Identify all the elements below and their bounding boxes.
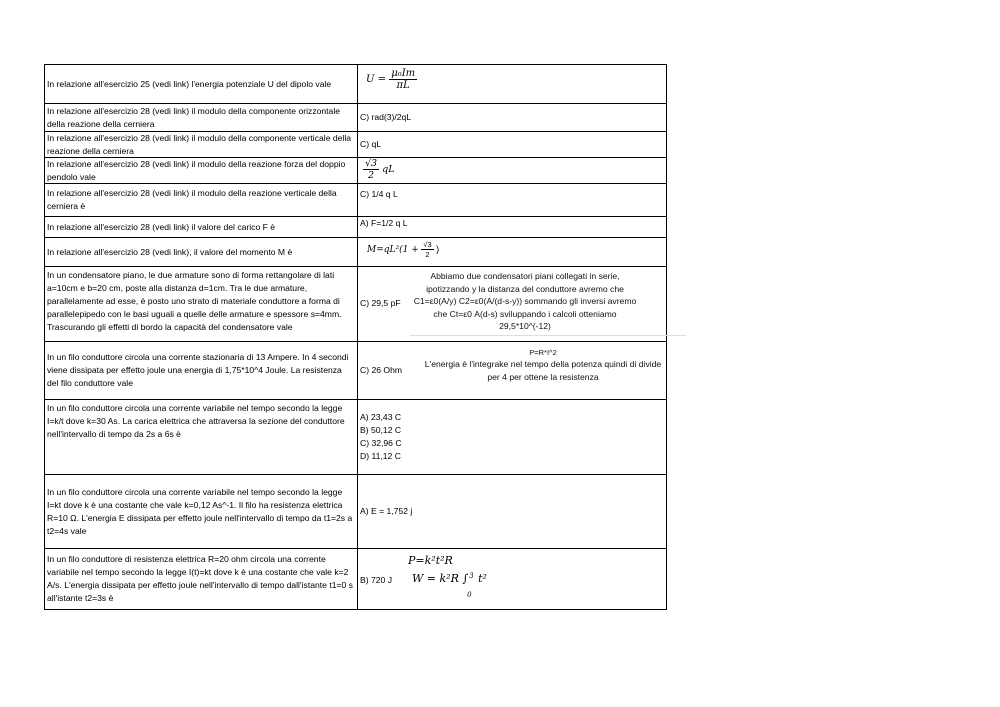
question-cell: In un filo conduttore di resistenza elettrica R=20 ohm circola una corrente variabile nel tempo secondo la legge I(t)=kt dove k è una costante che vale k=2 A/s. L'energia dissipata per effetto joule nell'intervallo di tempo dall'istante t1=0 s all'istante t2=3s è [45, 549, 358, 609]
question-cell: In un filo conduttore circola una corrente variabile nel tempo secondo la legge I=k/t dove k=30 As. La carica elettrica che attraversa la sezione del conduttore nell'intervallo di tempo da 2s a 6s è [45, 400, 358, 474]
question-cell: In relazione all'esercizio 28 (vedi link) il modulo della reazione verticale della cerniera è [45, 184, 358, 216]
answer-cell [358, 158, 666, 183]
table-row [45, 157, 666, 183]
note-formula: P=R*I^2 [529, 348, 557, 357]
table-row [45, 399, 666, 474]
answer-text: C) 1/4 q L [360, 189, 398, 199]
question-cell: In un filo conduttore circola una corrente variabile nel tempo secondo la legge I=kt dove k è una costante che vale k=0,12 As^-1. Il filo ha resistenza elettrica R=10 Ω. L'energia E dissipata per effetto joule nell'intervallo di tempo da t1=2s a t2=4s vale [45, 475, 358, 548]
table-row [45, 266, 666, 341]
explanation-note: Abbiamo due condensatori piani collegati in serie, ipotizzando y la distanza del conduttore avremo che C1=ε0(A/y) C2=ε0(A/(d-s-y)) sommando gli inversi avremo che Ct=ε0 A(d-s) sviluppando i calcoli otteniamo 29,5*10^(-12) [413, 271, 637, 331]
question-cell: In relazione all'esercizio 28 (vedi link) il modulo della reazione forza del doppio pendolo vale [45, 158, 358, 183]
power-formula: P=k²t²R [408, 554, 453, 567]
answer-table [44, 64, 667, 610]
answer-text: C) 29,5 pF [360, 298, 401, 308]
answer-text: A) F=1/2 q L [360, 218, 408, 228]
question-cell: In un condensatore piano, le due armature sono di forma rettangolare di lati a=10cm e b=20 cm, poste alla distanza d=1cm. Tra le due armature, parallelamente ad esse, è posto uno strato di materiale conduttore a forma di parallelepipedo con le basi uguali a quelle delle armature e spessore s=4mm. Trascurando gli effetti di bordo la capacità del condensatore vale [45, 267, 358, 341]
table-row [45, 103, 666, 131]
table-row [45, 131, 666, 157]
table-row [45, 474, 666, 548]
answer-text: C) qL [360, 139, 382, 149]
answer-cell [358, 267, 666, 341]
table-row [45, 237, 666, 266]
answer-cell [358, 549, 666, 609]
answer-cell [358, 342, 666, 399]
answer-cell [358, 238, 666, 266]
question-cell: In relazione all'esercizio 28 (vedi link) il modulo della componente verticale della reazione della cerniera [45, 132, 358, 157]
explanation-note: L'energia è l'integrake nel tempo della potenza quindi di divide per 4 per ottene la resistenza [424, 359, 662, 382]
answer-cell [358, 184, 666, 216]
answer-cell [358, 65, 666, 103]
table-row [45, 341, 666, 399]
answer-cell [358, 217, 666, 237]
question-cell: In un filo conduttore circola una corrente stazionaria di 13 Ampere. In 4 secondi viene dissipata per effetto joule una energia di 1,75*10^4 Joule. La resistenza del filo conduttore vale [45, 342, 358, 399]
answer-cell [358, 400, 666, 474]
question-cell: In relazione all'esercizio 28 (vedi link) il valore del carico F è [45, 217, 358, 237]
table-row [45, 548, 666, 609]
note-divider [410, 335, 686, 336]
answer-text: C) rad(3)/2qL [360, 112, 412, 122]
question-cell: In relazione all'esercizio 28 (vedi link) il modulo della componente orizzontale della reazione della cerniera [45, 104, 358, 131]
answer-formula: U = $\frac{\text{μ₀Im}}{\pi L}$ [366, 68, 416, 91]
answer-text: B) 720 J [360, 575, 393, 585]
answer-text: A) E = 1,752 j [360, 506, 413, 516]
answer-text: A) 23,43 C B) 50,12 C C) 32,96 C D) 11,12 C [360, 412, 402, 461]
question-cell: In relazione all'esercizio 28 (vedi link), il valore del momento M è [45, 238, 358, 266]
table-row [45, 183, 666, 216]
answer-formula: $\frac{√3}{2}$ qL [365, 158, 395, 181]
answer-formula: M=qL²(1 + $\frac{√3}{2}$ ) [367, 240, 440, 259]
table-row [45, 216, 666, 237]
answer-cell [358, 104, 666, 131]
answer-cell [358, 475, 666, 548]
question-cell: In relazione all'esercizio 25 (vedi link) l'energia potenziale U del dipolo vale [45, 65, 358, 103]
table-row [45, 65, 666, 103]
answer-cell [358, 132, 666, 157]
energy-formula: W = k²R ∫ 3 0 t² [412, 572, 487, 599]
answer-text: C) 26 Ohm [360, 365, 403, 375]
